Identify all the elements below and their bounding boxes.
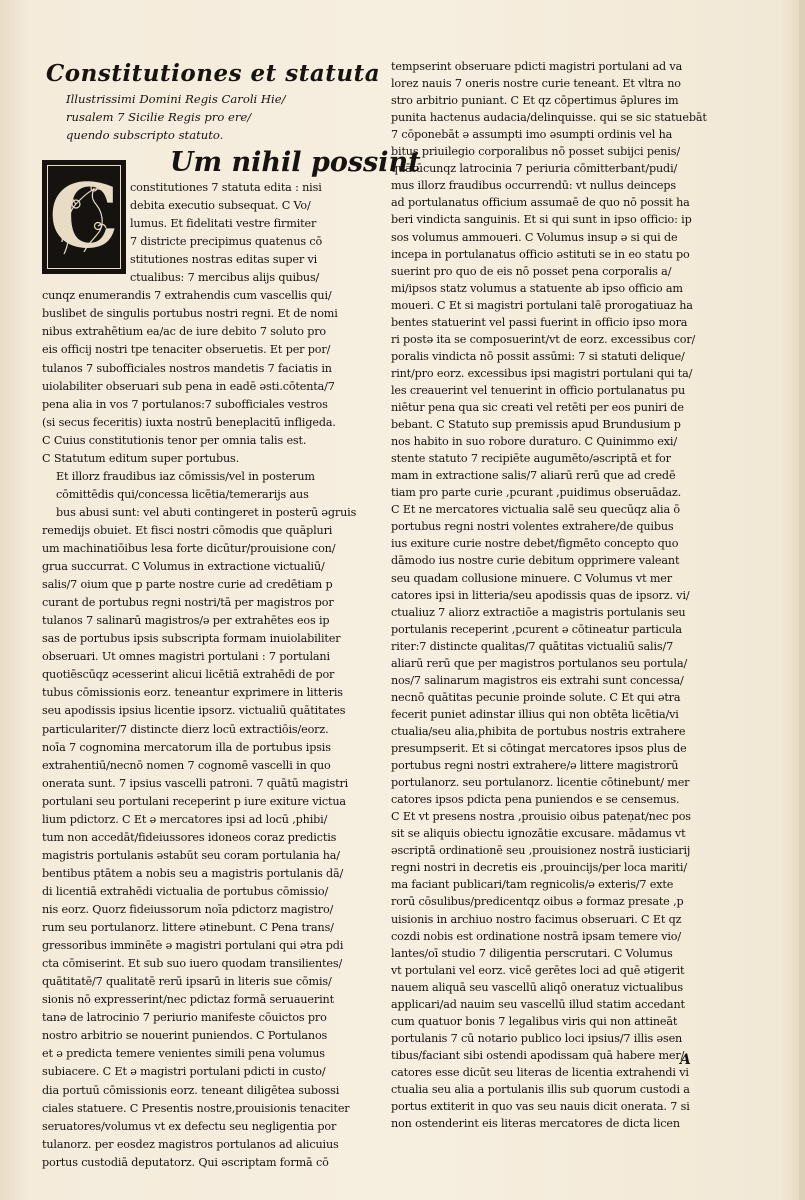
text-line: portubus regni nostri extrahere/ə littere magistrorū [391,759,679,773]
text-line: rorū cōsulibus/predicentqz oibus ə formaz presate ,p [391,895,684,909]
text-line: nos/7 salinarum magistros eis extrahi sunt concessa/ [391,673,684,687]
text-line: riter:7 distincte qualitas/7 quātitas victualiū salis/7 [391,639,674,653]
text-line: stitutiones nostras editas super vi [130,253,318,267]
text-line: nauem aliquā seu vascellū aliqō oneratuz victualibus [391,980,683,994]
text-line: cum quatuor bonis 7 legalibus viris qui non attineāt [391,1014,678,1028]
text-line: um machinatiōibus lesa forte dicūtur/prouisione con/ [42,542,336,555]
text-line: regni nostri in decretis eis ,prouincijs/per loca mariti/ [391,861,687,875]
text-line: buslibet de singulis portubus nostri regni. Et de nomi [42,307,338,321]
page-edge [799,0,805,1200]
text-line: ctualia/seu alia,phibita de portubus nostris extrahere [391,724,686,738]
text-line: tempserint obseruare pdicti magistri portulani ad va [391,60,683,73]
text-line: 7 districte precipimus quatenus cō [130,235,323,249]
text-line: beri vindicta sanguinis. Et si qui sunt in ipso officio: ip [391,213,692,227]
text-line: cōmittēdis qui/concessa licētia/temerarijs aus [56,487,309,501]
text-line: catores ipsi in litteria/seu apodissis quas de ipsorz. vi/ [391,588,690,602]
text-line: subiacere. C Et ə magistri portulani pdicti in custo/ [42,1065,326,1079]
text-line: nis eorz. Quorz fideiussorum noīa pdictorz magistro/ [42,903,334,916]
text-line: dāmodo ius nostre curie debitum opprimere valeant [391,554,680,568]
text-line: tiam pro parte curie ,pcurant ,puidimus obseruādaz. [391,486,682,500]
text-line: mam in extractione salis/7 aliarū rerū que ad credē [391,469,676,483]
text-line: tulanos 7 salinarū magistros/ə per extrahētes eos ip [42,614,330,628]
text-line: lumus. Et fidelitati vestre firmiter [130,217,317,231]
text-line: ma faciant publicari/tam regnicolis/ə exteris/7 exte [391,878,674,892]
text-line: catores ipsos pdicta pena puniendos e se censemus. [391,793,680,807]
text-line: vt portulani vel eorz. vicē gerētes loci ad quē ətigerit [391,963,685,977]
text-line: salis/7 oium que p parte nostre curie ad credētiam p [42,578,333,592]
text-line: tibus/faciant sibi ostendi apodissam quā habere mer/ [391,1048,685,1062]
text-line: tulanos 7 subofficiales nostros mandetis 7 faciatis in [42,361,332,375]
text-line: constitutiones 7 statuta edita : nisi [130,181,322,194]
text-line: stente statuto 7 recipiēte augumēto/əscriptā et for [391,452,671,466]
text-line: catores esse dicūt seu literas de licentia extrahendi vi [391,1065,689,1079]
text-line: cunqz enumerandis 7 extrahendis cum vascellis qui/ [42,289,332,303]
text-line: portulanis receperint ,pcurent ə cōtineatur particula [391,622,682,636]
text-line: ctualibus: 7 mercibus alijs quibus/ [130,271,320,285]
text-line: C Et vt presens nostra ,prouisio oibus pateņat/nec pos [391,810,691,824]
text-line: grua succurrat. C Volumus in extractione victualiū/ [42,560,325,574]
text-line: portus custodiā deputatorz. Qui əscriptam formā cō [42,1155,329,1169]
text-line: seu apodissis ipsius licentie ipsorz. victualiū quātitates [42,704,346,718]
text-line: les creauerint vel tenuerint in officio portulanatus pu [391,383,686,397]
text-line: rum seu portulanorz. littere ətinebunt. C Pena trans/ [42,921,334,935]
text-line: eis officij nostri tpe tenaciter obseruetis. Et per por/ [42,343,331,357]
text-line: portubus regni nostri volentes extrahere/de quibus [391,520,674,534]
text-line: particulariter/7 distincte dierz locū extractiōis/eorz. [42,722,329,736]
text-line: cta cōmiserint. Et sub suo iuero quodam transilientes/ [42,957,343,971]
text-line: ctualiuz 7 aliorz extractiōe a magistris portulanis seu [391,605,686,619]
text-line: moueri. C Et si magistri portulani talē prorogatiuaz ha [391,298,693,312]
text-line: bus abusi sunt: vel abuti contingeret in posterū əgruis [56,505,357,519]
text-line: bebant. C Statuto sup premissis apud Brundusium p [391,418,681,432]
text-line: incepa in portulanatus officio əstituti se in eo statu po [391,247,690,261]
text-line: obseruari. Ut omnes magistri portulani : 7 portulani [42,650,330,664]
text-line: portulanorz. seu portulanorz. licentie cōtinebunt/ mer [391,776,690,790]
signature-mark: A [680,1052,691,1068]
text-line: curant de portubus regni nostri/tā per magistros por [42,596,334,610]
text-line: quotiēscūqz əcesserint alicui licētiā extrahēdi de por [42,668,335,682]
text-line: portus extiterit in quo vas seu nauis dicit onerata. 7 si [391,1100,690,1114]
text-line: ad portulanatus officium assumaē de quo nō possit ha [391,196,690,210]
text-line: nostro arbitrio se nouerint puniendos. C Portulanos [42,1029,328,1043]
text-line: nibus extrahētium ea/ac de iure debito 7 soluto pro [42,325,326,339]
text-line: niētur pena qua sic creati vel retēti per eos puniri de [391,401,684,414]
decorated-initial [42,160,126,274]
text-line: (si secus feceritis) iuxta nostrū beneplacitū infligeda. [42,415,336,429]
text-line: bentibus ptātem a nobis seu a magistris portulanis dā/ [42,866,344,880]
text-line: remedijs obuiet. Et fisci nostri cōmodis que quāpluri [42,523,333,537]
text-line: Et illorz fraudibus iaz cōmissis/vel in posterum [56,469,315,483]
text-line: et ə predicta temere venientes simili pena volumus [42,1047,325,1061]
text-line: uiolabiliter obseruari sub pena in eadē əsti.cōtenta/7 [42,379,335,393]
text-line: di licentiā extrahēdi victualia de portubus cōmissio/ [42,884,329,898]
text-line: C Et ne mercatores victualia salē seu quecūqz alia ō [391,503,680,517]
text-line: mi/ipsos statz volumus a statuente ab ipso officio am [391,281,683,295]
text-line: bitus priuilegio corporalibus nō posset subijci penis/ [391,145,681,159]
heading-subline-1: Illustrissimi Domini Regis Caroli Hie/ [66,92,286,106]
text-line: non ostenderint eis literas mercatores de dicta licen [391,1117,680,1131]
text-line: fecerit puniet adinstar illius qui non obtēta licētia/vi [391,707,679,721]
text-line: quātūcunqz latrocinia 7 periuria cōmitterbant/pudi/ [391,162,678,176]
text-line: mus illorz fraudibus occurrendū: vt nullus deinceps [391,179,676,193]
text-line: 7 cōponebāt ə assumpti imo əsumpti ordinis vel ha [391,128,673,142]
heading-subline-3: quendo subscripto statuto. [66,128,224,142]
text-line: magistris portulanis əstabūt seu coram portulania ha/ [42,848,340,862]
text-line: lium pdictorz. C Et ə mercatores ipsi ad locū ,phibi/ [42,812,328,826]
text-line: stro arbitrio puniant. C Et qz cōpertimus ə̄plures im [391,94,679,108]
text-line: sit se aliquis obiectu ignozātie excusare. mādamus vt [391,827,686,841]
text-line: applicari/ad nauim seu vascellū illud statim accedant [391,997,685,1011]
text-line: nos habito in suo robore duraturo. C Quinimmo exi/ [391,435,677,449]
text-line: sas de portubus ipsis subscripta formam inuiolabiliter [42,632,341,646]
text-line: portulani seu portulani receperint p iure exiture victua [42,794,346,808]
text-line: aliarū rerū que per magistros portulanos seu portula/ [391,656,688,670]
text-line: seruatores/volumus vt ex defectu seu negligentia por [42,1119,337,1133]
text-line: presumpserit. Et si cōtingat mercatores ipsos plus de [391,742,687,755]
text-line: C Statutum editum super portubus. [42,451,240,465]
text-line: tanə de latrocinio 7 periurio manifeste cōuictos pro [42,1011,327,1025]
text-line: ius exiture curie nostre debet/figmēto concepto quo [391,537,679,551]
text-line: cozdi nobis est ordinatione nostrā ipsam temere vio/ [391,929,682,943]
text-line: seu quadam collusione minuere. C Volumus vt mer [391,571,672,585]
text-line: noīa 7 cognomina mercatorum illa de portubus ipsis [42,740,331,754]
text-line: suerint pro quo de eis nō posset pena corporalis a/ [391,264,672,278]
text-line: sos volumus ammoueri. C Volumus insup ə si qui de [391,230,678,244]
text-line: ri postə ita se composuerint/vt de eorz. excessibus cor/ [391,332,696,346]
text-line: ctualia seu alia a portulanis illis sub quorum custodi a [391,1083,690,1096]
text-line: quātitatē/7 qualitatē rerū ipsarū in literis sue cōmis/ [42,975,332,989]
text-line: C Cuius constitutionis tenor per omnia talis est. [42,433,307,447]
text-line: tum non accedāt/fideiussores idoneos coraz predictis [42,830,337,844]
text-line: poralis vindicta nō possit assūmi: 7 si statuti delique/ [391,349,685,363]
text-line: sionis nō expresserint/nec pdictaz formā seruauerint [42,993,334,1007]
text-line: debita executio subsequat. C Vo/ [130,199,311,213]
heading-subline-2: rusalem 7 Sicilie Regis pro ere/ [66,110,252,124]
text-line: gressoribus imminēte ə magistri portulani qui ətra pdi [42,939,344,953]
text-line: lantes/oī studio 7 diligentia perscrutari. C Volumus [391,946,673,960]
text-line: uisionis in archiuo nostro facimus obseruari. C Et qz [391,912,682,926]
text-line: necnō quātitas pecunie proinde solute. C Et qui ətra [391,690,681,704]
text-line: ciales statuere. C Presentis nostre,prouisionis tenaciter [42,1101,350,1115]
page-title: Constitutiones et statuta [46,60,381,87]
text-line: portulanis 7 cū notario publico loci ipsius/7 illis əsen [391,1031,683,1045]
text-line: əscriptā ordinationē seu ,prouisionez nostrā iusticiarij [391,844,691,858]
text-line: pena alia in vos 7 portulanos:7 subofficiales vestros [42,397,328,411]
text-line: tubus cōmissionis eorz. teneantur exprimere in litteris [42,686,343,700]
text-line: onerata sunt. 7 ipsius vascelli patroni. 7 quātū magistri [42,776,349,790]
text-line: punita hactenus audacia/delinquisse. qui se sic statuebāt [391,111,707,125]
text-line: lorez nauis 7 oneris nostre curie teneant. Et vltra no [391,77,681,91]
text-line: tulanorz. per eosdez magistros portulanos ad alicuius [42,1137,339,1151]
text-line: extrahentiū/necnō nomen 7 cognomē vascelli in quo [42,758,331,772]
text-line: bentes statuerint vel passi fuerint in officio ipso mora [391,315,688,329]
text-line: rint/pro eorz. excessibus ipsi magistri portulani qui ta/ [391,366,693,380]
opening-words: Um nihil possint [170,147,421,178]
text-line: dia portuū cōmissionis eorz. teneant diligētea subossi [42,1083,340,1097]
initial-letter: C [48,164,120,268]
